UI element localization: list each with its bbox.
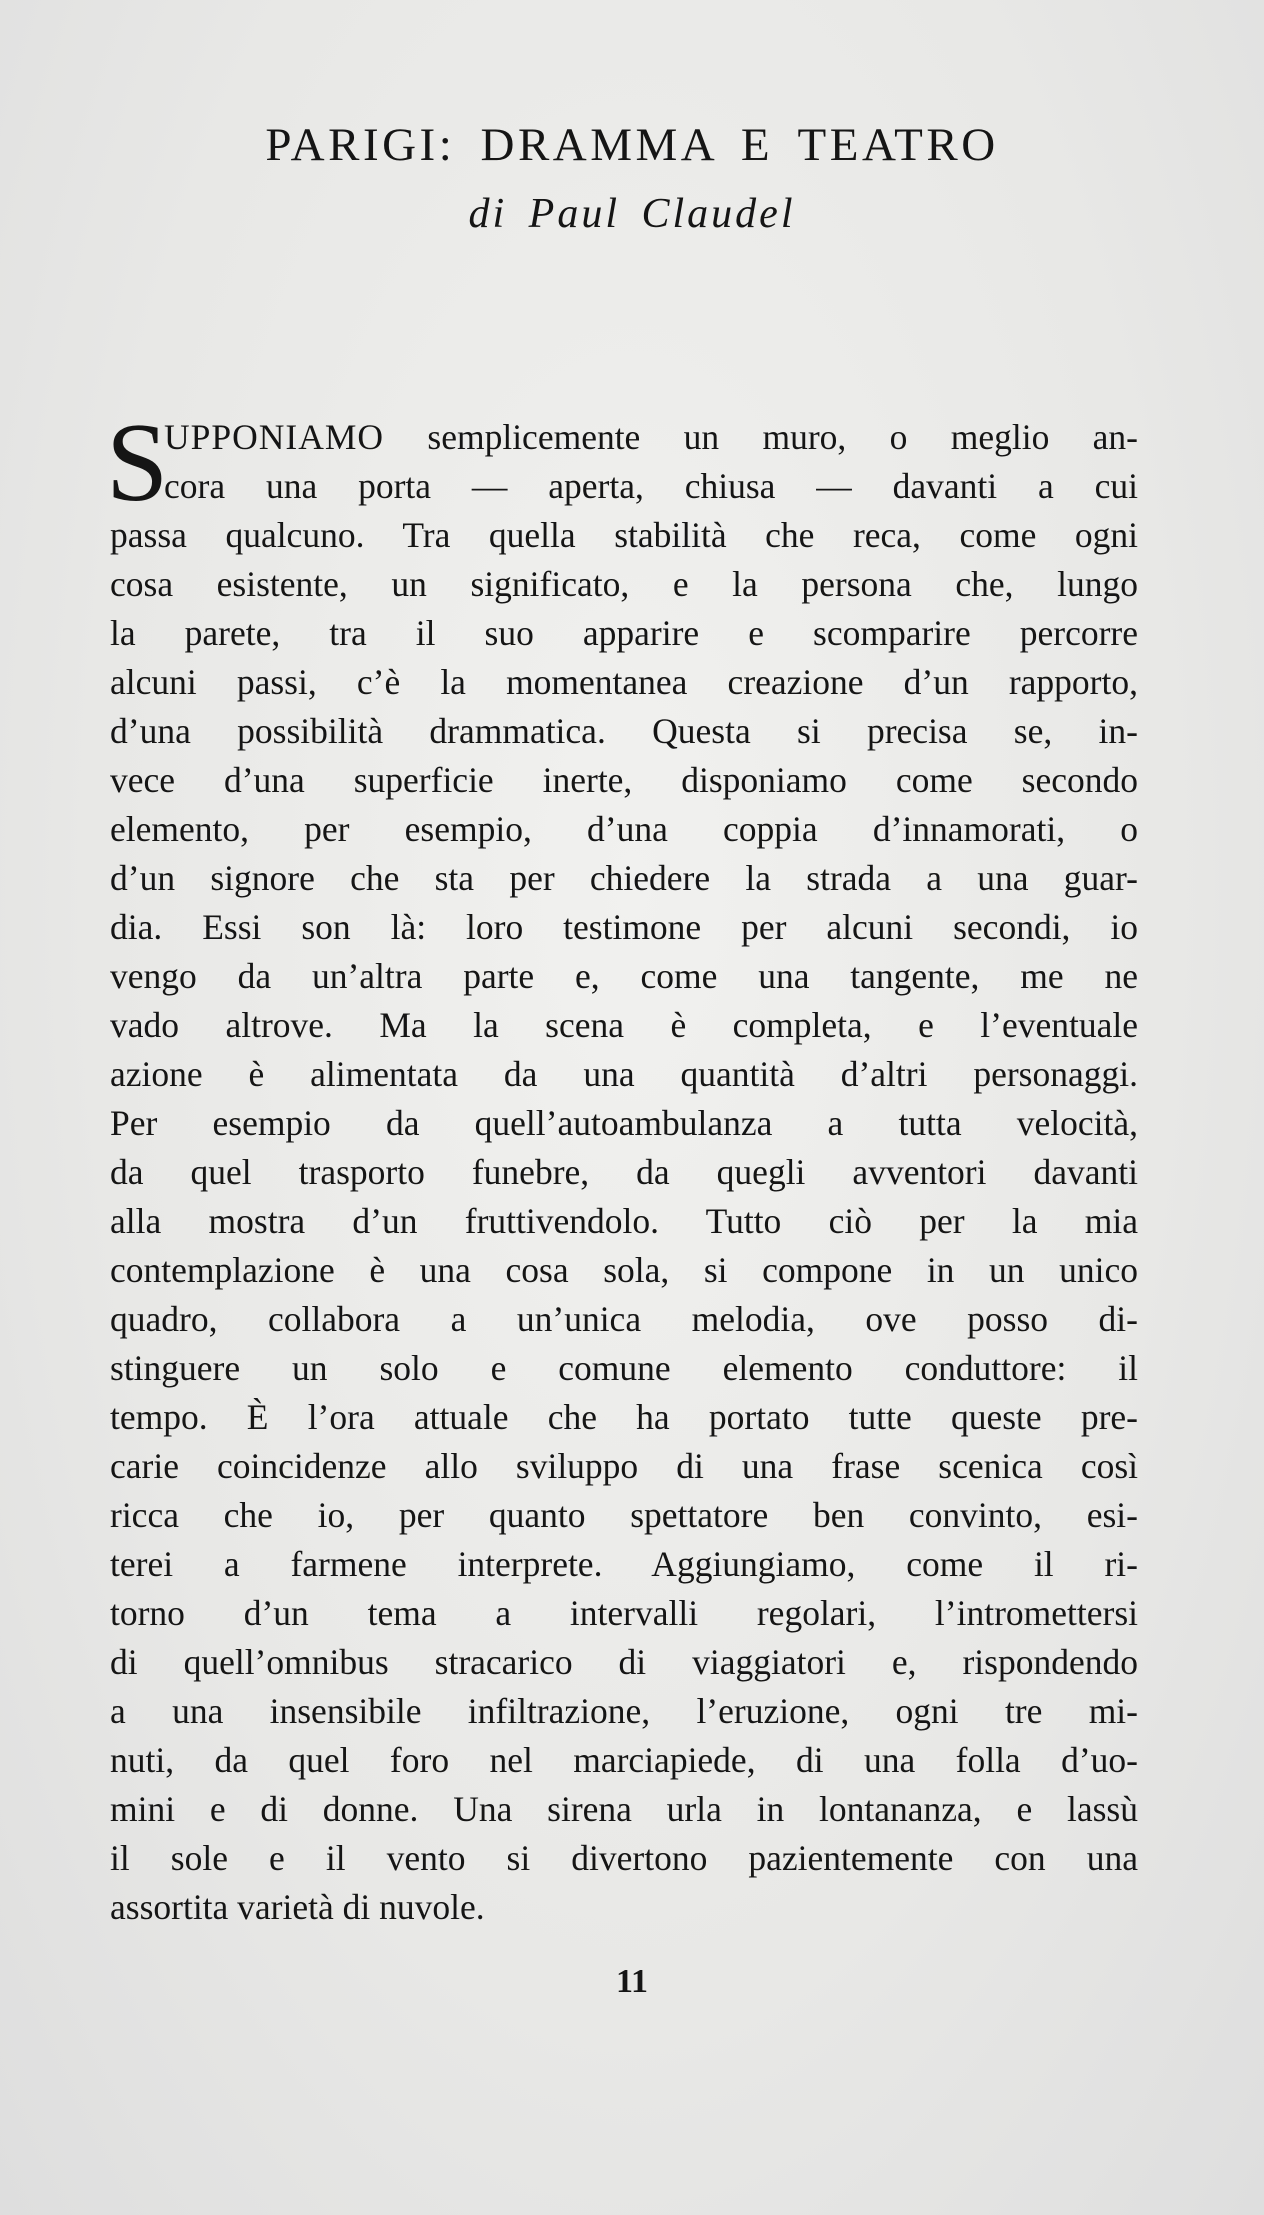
text-line: contemplazione è una cosa sola, si compone in un unico (110, 1250, 1138, 1290)
text-line: vengo da un’altra parte e, come una tangente, me ne (110, 956, 1138, 996)
text-line: a una insensibile infiltrazione, l’eruzione, ogni tre mi- (110, 1691, 1138, 1731)
text-line: tempo. È l’ora attuale che ha portato tutte queste pre- (110, 1397, 1138, 1437)
text-line: carie coincidenze allo sviluppo di una frase scenica così (110, 1446, 1138, 1486)
text-line: d’una possibilità drammatica. Questa si precisa se, in- (110, 711, 1138, 751)
text-line: ricca che io, per quanto spettatore ben convinto, esi- (110, 1495, 1138, 1535)
text-line: elemento, per esempio, d’una coppia d’innamorati, o (110, 809, 1138, 849)
text-line: da quel trasporto funebre, da quegli avventori davanti (110, 1152, 1138, 1192)
text-line: passa qualcuno. Tra quella stabilità che reca, come ogni (110, 515, 1138, 555)
drop-cap: S (106, 401, 169, 525)
text-line: azione è alimentata da una quantità d’altri personaggi. (110, 1054, 1138, 1094)
text-line: di quell’omnibus stracarico di viaggiatori e, rispondendo (110, 1642, 1138, 1682)
text-line: cora una porta — aperta, chiusa — davanti a cui (164, 466, 1138, 506)
body-text (106, 401, 1138, 1932)
page-title: PARIGI: DRAMMA E TEATRO (265, 119, 999, 171)
text-line: cosa esistente, un significato, e la persona che, lungo (110, 564, 1138, 604)
text-line: il sole e il vento si divertono pazientemente con una (110, 1838, 1138, 1878)
page-number: 11 (615, 1963, 649, 2000)
text-line: vece d’una superficie inerte, disponiamo come secondo (110, 760, 1138, 800)
text-line: mini e di donne. Una sirena urla in lontananza, e lassù (110, 1789, 1138, 1829)
first-line-text: semplicemente un muro, o meglio an- (384, 417, 1138, 457)
opening-word: UPPONIAMO (164, 417, 385, 457)
text-line: assortita varietà di nuvole. (110, 1887, 485, 1927)
text-line: terei a farmene interprete. Aggiungiamo, come il ri- (110, 1544, 1138, 1584)
text-line (110, 413, 1138, 462)
text-line: dia. Essi son là: loro testimone per alcuni secondi, io (110, 907, 1138, 947)
text-line: la parete, tra il suo apparire e scomparire percorre (110, 613, 1138, 653)
text-line: d’un signore che sta per chiedere la strada a una guar- (110, 858, 1138, 898)
text-line: Per esempio da quell’autoambulanza a tutta velocità, (110, 1103, 1138, 1143)
text-line: stinguere un solo e comune elemento conduttore: il (110, 1348, 1138, 1388)
text-line: torno d’un tema a intervalli regolari, l’intromettersi (110, 1593, 1138, 1633)
text-line: alla mostra d’un fruttivendolo. Tutto ciò per la mia (110, 1201, 1138, 1241)
text-line: quadro, collabora a un’unica melodia, ove posso di- (110, 1299, 1138, 1339)
text-line: alcuni passi, c’è la momentanea creazione d’un rapporto, (110, 662, 1138, 702)
text-line: vado altrove. Ma la scena è completa, e l’eventuale (110, 1005, 1138, 1045)
text-line: nuti, da quel foro nel marciapiede, di una folla d’uo- (110, 1740, 1138, 1780)
author-byline: di Paul Claudel (468, 191, 796, 237)
